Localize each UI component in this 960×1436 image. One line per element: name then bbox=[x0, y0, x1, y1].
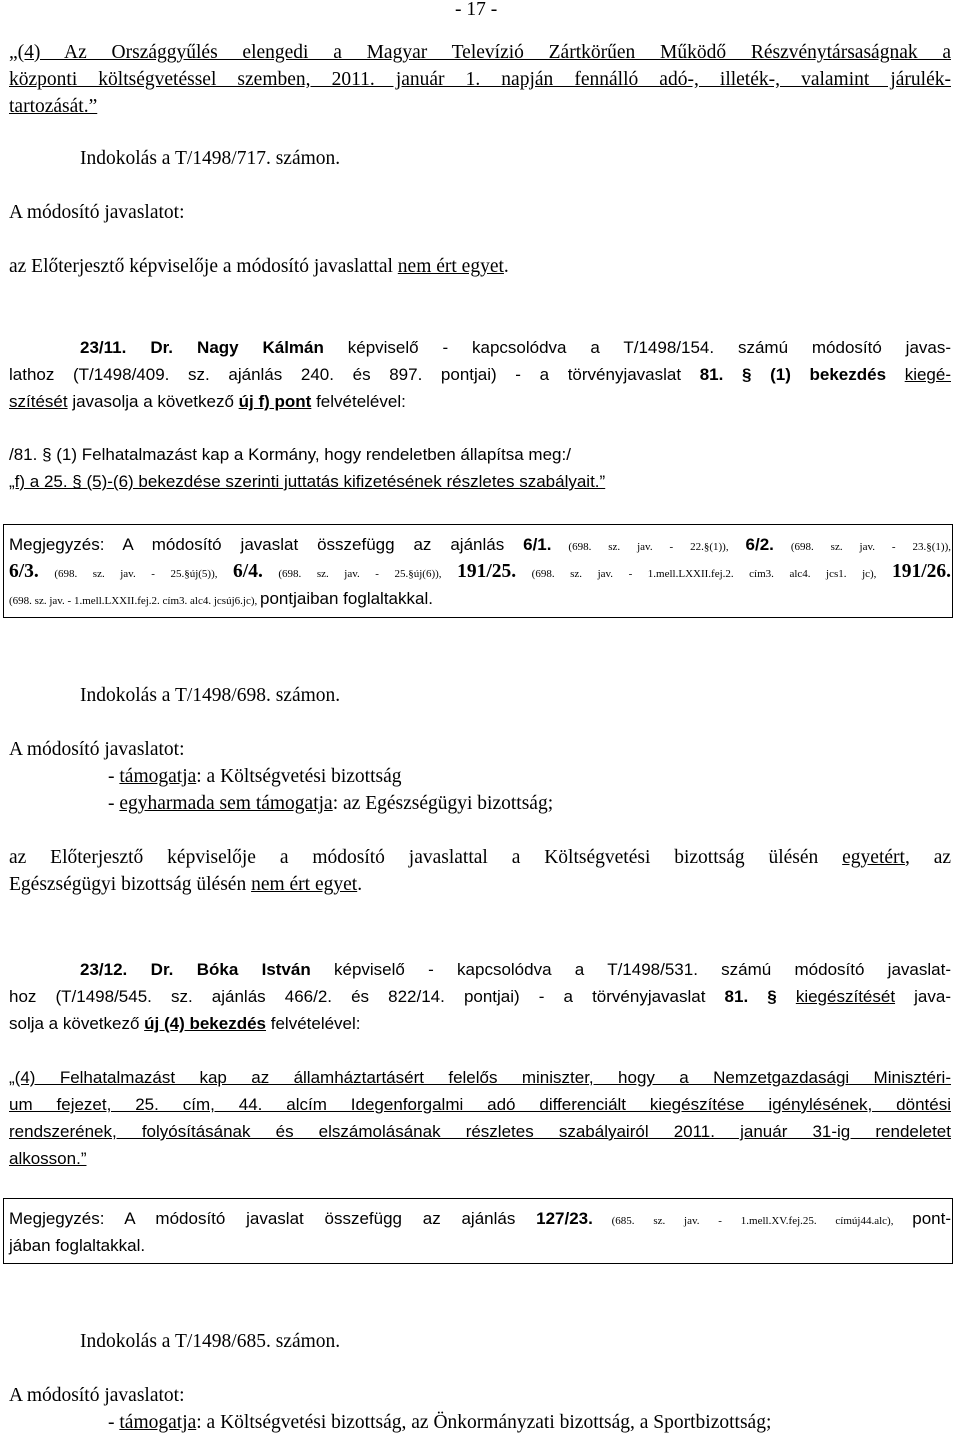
justification-ref: Indokolás a T/1498/685. számon. bbox=[80, 1331, 341, 1352]
result-line: az Előterjesztő képviselője a módosító javaslattal a Költségvetési bizottság ülésén egyetért, az bbox=[9, 847, 951, 868]
note-line: Megjegyzés: A módosító javaslat összefügg az ajánlás 6/1. (698. sz. jav. - 22.§(1)), 6/2. (698. sz. jav. - 23.§(1)), bbox=[9, 535, 952, 554]
quoted-provision: um fejezet, 25. cím, 44. alcím Idegenforgalmi adó differenciált kiegészítése igénylésének, döntési bbox=[9, 1095, 951, 1114]
committee-line: - támogatja: a Költségvetési bizottság bbox=[108, 766, 402, 787]
quote-line: központi költségvetéssel szemben, 2011. január 1. napján fennálló adó-, illeték-, valamint járulék- bbox=[9, 69, 951, 90]
item-heading: 23/11. Dr. Nagy Kálmán képviselő - kapcsolódva a T/1498/154. számú módosító javas- bbox=[80, 338, 952, 357]
item-text-line: lathoz (T/1498/409. sz. ajánlás 240. és 897. pontjai) - a törvényjavaslat 81. § (1) bekezdés kiegé- bbox=[9, 365, 951, 384]
committee-line: - egyharmada sem támogatja: az Egészségügyi bizottság; bbox=[108, 793, 554, 814]
note-line: 6/3. (698. sz. jav. - 25.§új(5)), 6/4. (698. sz. jav. - 25.§új(6)), 191/25. (698. sz. jav. - 1.mell.LXXII.fej.2. cím3. alc4. jcs1. jc), 191/26. bbox=[9, 561, 952, 582]
amendment-label: A módosító javaslatot: bbox=[9, 1385, 185, 1406]
result-line: az Előterjesztő képviselője a módosító javaslattal nem ért egyet. bbox=[9, 256, 509, 277]
item-text-line: hoz (T/1498/545. sz. ajánlás 466/2. és 822/14. pontjai) - a törvényjavaslat 81. § kiegészítését java- bbox=[9, 987, 951, 1006]
item-text-line: solja a következő új (4) bekezdés felvételével: bbox=[9, 1014, 361, 1033]
justification-ref: Indokolás a T/1498/698. számon. bbox=[80, 685, 341, 706]
quote-line: „(4) Az Országgyűlés elengedi a Magyar Televízió Zártkörűen Működő Részvénytársaságnak a bbox=[9, 42, 951, 63]
committee-line: - támogatja: a Költségvetési bizottság, az Önkormányzati bizottság, a Sportbizottság; bbox=[108, 1412, 772, 1433]
amendment-label: A módosító javaslatot: bbox=[9, 739, 185, 760]
item-heading: 23/12. Dr. Bóka István képviselő - kapcsolódva a T/1498/531. számú módosító javaslat- bbox=[80, 960, 951, 979]
note-line: Megjegyzés: A módosító javaslat összefügg az ajánlás 127/23. (685. sz. jav. - 1.mell.XV.fej.25. címúj44.alc), pont- bbox=[9, 1209, 951, 1228]
quoted-provision: „(4) Felhatalmazást kap az államháztartásért felelős miniszter, hogy a Nemzetgazdasági Minisztéri- bbox=[9, 1068, 951, 1087]
item-text-line: szítését javasolja a következő új f) pont felvételével: bbox=[9, 392, 406, 411]
quoted-provision: alkosson.” bbox=[9, 1149, 87, 1168]
quoted-provision: „f) a 25. § (5)-(6) bekezdése szerinti juttatás kifizetésének részletes szabályait.” bbox=[9, 472, 606, 491]
page-number: - 17 - bbox=[455, 0, 498, 20]
note-line: jában foglaltakkal. bbox=[9, 1236, 146, 1255]
amendment-label: A módosító javaslatot: bbox=[9, 202, 185, 223]
quote-line: tartozását.” bbox=[9, 96, 98, 117]
result-line: Egészségügyi bizottság ülésén nem ért egyet. bbox=[9, 874, 363, 895]
quoted-provision: /81. § (1) Felhatalmazást kap a Kormány, hogy rendeletben állapítsa meg:/ bbox=[9, 445, 571, 464]
note-line: (698. sz. jav. - 1.mell.LXXII.fej.2. cím3. alc4. jcsúj6.jc), pontjaiban foglaltakkal. bbox=[9, 589, 433, 608]
quoted-provision: rendszerének, folyósításának és elszámolásának részletes szabályairól 2011. január 31-ig rendeletet bbox=[9, 1122, 951, 1141]
justification-ref: Indokolás a T/1498/717. számon. bbox=[80, 148, 341, 169]
